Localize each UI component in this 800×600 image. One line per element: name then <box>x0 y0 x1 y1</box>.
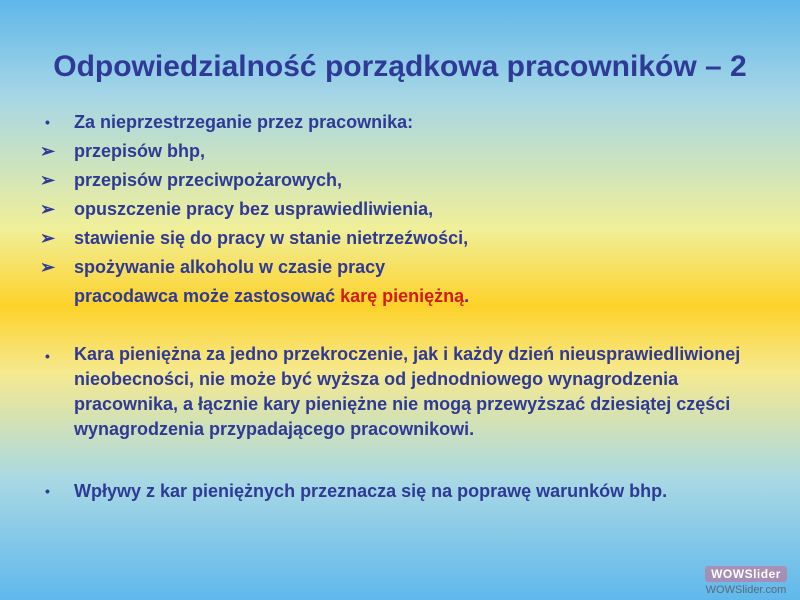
arrow-list-item <box>36 253 776 282</box>
bullet-penalty-limits <box>36 342 776 442</box>
arrow-item-text: opuszczenie pracy bez usprawiedliwienia, <box>74 199 434 219</box>
arrow-bullet-icon: ➢ <box>40 199 56 219</box>
arrow-bullet-icon: ➢ <box>40 228 56 248</box>
penalty-limits-text: Kara pieniężna za jedno przekroczenie, jak i każdy dzień nieusprawiedliwionej nieobecności, nie może być wyższa od jednodniowego wynagrodzenia pracownika, a łącznie kary pieniężne nie mogą przewyższać dziesiątej części wynagrodzenia przypadającego pracownikowi. <box>74 344 741 439</box>
wowslider-url: WOWSlider.com <box>705 584 787 596</box>
penalty-highlight: karę pieniężną <box>340 286 465 306</box>
consequence-prefix: pracodawca może zastosować <box>74 286 341 306</box>
arrow-bullet-icon: ➢ <box>40 170 56 190</box>
arrow-item-text: stawienie się do pracy w stanie nietrzeźwości, <box>74 228 469 248</box>
consequence-line <box>36 282 776 311</box>
arrow-item-text: przepisów bhp, <box>74 141 206 161</box>
wowslider-logo: WOWSlider <box>705 566 787 582</box>
slide-title: Odpowiedzialność porządkowa pracowników – 2 <box>53 50 747 83</box>
bullet-penalty-use <box>36 477 776 506</box>
arrow-list-item <box>36 224 776 253</box>
arrow-list-item <box>36 166 776 195</box>
arrow-list-item <box>36 195 776 224</box>
bullet-dot-icon: • <box>45 114 50 130</box>
penalty-use-text: Wpływy z kar pieniężnych przeznacza się na poprawę warunków bhp. <box>74 481 668 501</box>
arrow-item-text: spożywanie alkoholu w czasie pracy <box>74 257 386 277</box>
intro-text: Za nieprzestrzeganie przez pracownika: <box>74 112 414 132</box>
bullet-intro <box>36 108 776 137</box>
bullet-dot-icon: • <box>45 348 50 364</box>
consequence-suffix: . <box>464 286 470 306</box>
slide-content <box>36 108 776 506</box>
arrow-bullet-icon: ➢ <box>40 257 56 277</box>
arrow-item-text: przepisów przeciwpożarowych, <box>74 170 343 190</box>
arrow-list-item <box>36 137 776 166</box>
bullet-dot-icon: • <box>45 483 50 499</box>
wowslider-watermark[interactable] <box>700 565 792 596</box>
arrow-bullet-icon: ➢ <box>40 141 56 161</box>
